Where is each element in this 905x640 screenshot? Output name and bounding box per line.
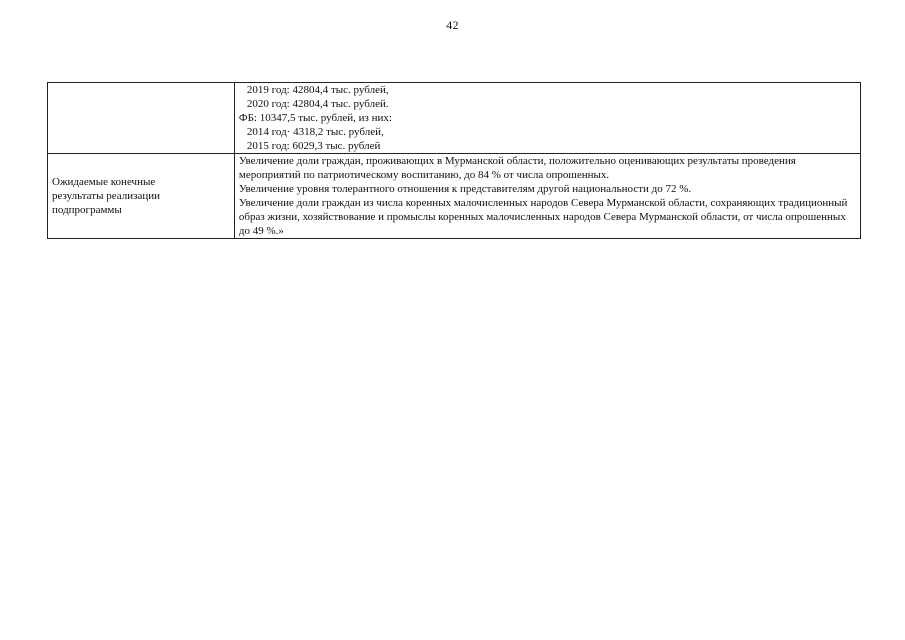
expected-results-label-cell bbox=[48, 154, 235, 239]
finance-line-2019: 2019 год: 42804,4 тыс. рублей, bbox=[246, 84, 389, 96]
finance-row-label-cell bbox=[48, 83, 235, 154]
finance-line-2020: 2020 год: 42804,4 тыс. рублей. bbox=[246, 98, 389, 110]
expected-results-label-line: результаты реализации bbox=[52, 190, 160, 202]
finance-line-2014: 2014 год· 4318,2 тыс. рублей, bbox=[246, 126, 384, 138]
expected-results-label-line: Ожидаемые конечные bbox=[52, 176, 156, 188]
expected-results-label-line: подпрограммы bbox=[52, 204, 122, 216]
finance-line-federal-budget: ФБ: 10347,5 тыс. рублей, из них: bbox=[238, 112, 392, 124]
finance-continuation-row bbox=[48, 83, 861, 154]
result-item-indigenous-peoples: Увеличение доли граждан из числа коренных малочисленных народов Севера Мурманской области, сохраняющих традиционный образ жизни, хозяйствование и промыслы коренных малочисленных народов Севера Мурманской области, от числа опрошенных до 49 %.» bbox=[238, 197, 848, 237]
result-item-tolerance-level: Увеличение уровня толерантного отношения к представителям другой национальности до 72 %. bbox=[238, 183, 692, 195]
finance-row-value-cell bbox=[234, 83, 860, 154]
expected-results-row bbox=[48, 154, 861, 239]
result-item-patriotic-education: Увеличение доли граждан, проживающих в Мурманской области, положительно оценивающих результаты проведения мероприятий по патриотическому воспитанию, до 84 % от числа опрошенных. bbox=[238, 155, 796, 181]
expected-results-value-cell bbox=[234, 154, 860, 239]
page-number: 42 bbox=[446, 18, 459, 32]
finance-line-2015: 2015 год: 6029,3 тыс. рублей bbox=[246, 140, 381, 152]
subprogram-passport-table bbox=[47, 82, 861, 239]
